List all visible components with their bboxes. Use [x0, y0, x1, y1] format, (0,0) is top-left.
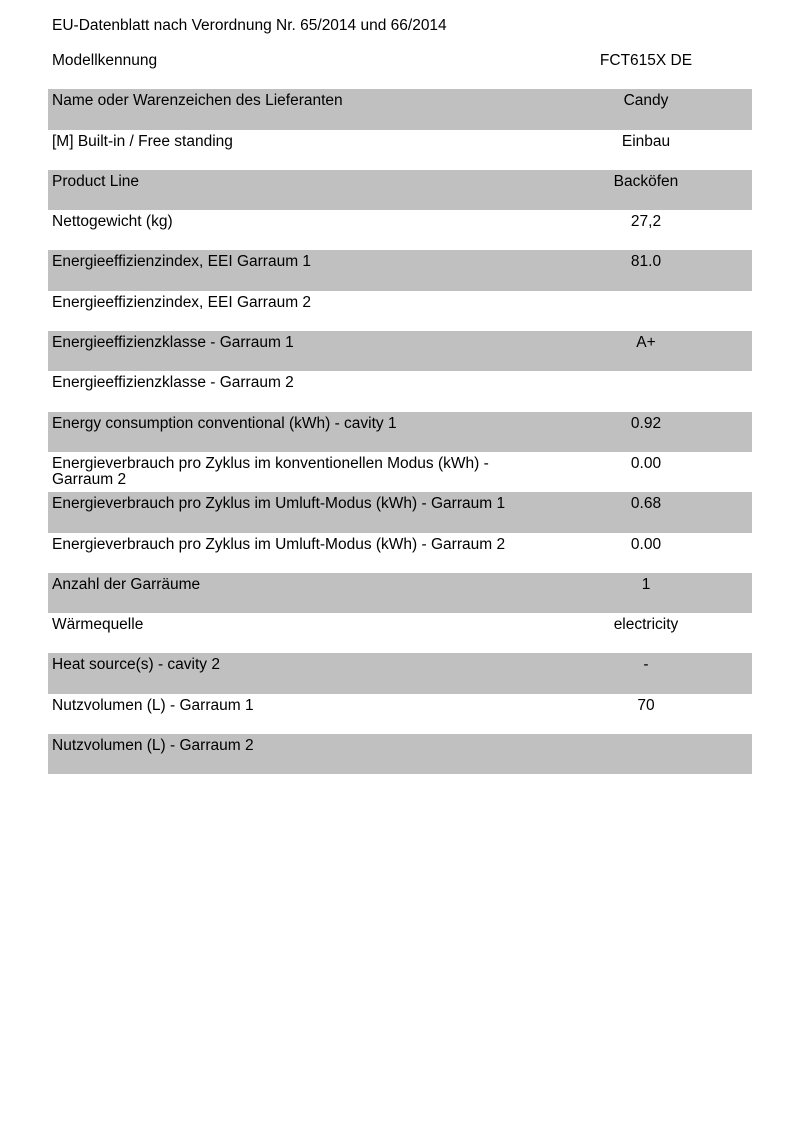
table-row — [48, 452, 752, 492]
row-value: FCT615X DE — [599, 52, 693, 69]
table-row — [48, 210, 752, 250]
table-row — [48, 573, 752, 613]
table-row — [48, 533, 752, 573]
row-label: Energy consumption conventional (kWh) - cavity 1 — [52, 414, 397, 432]
row-value: - — [643, 656, 649, 674]
row-value: 1 — [641, 575, 651, 593]
row-label: Product Line — [52, 172, 140, 190]
table-row — [48, 291, 752, 331]
row-value: Backöfen — [613, 172, 679, 190]
row-value: 0.00 — [630, 454, 662, 472]
table-row — [48, 492, 752, 532]
table-row — [48, 331, 752, 371]
row-label: Heat source(s) - cavity 2 — [52, 656, 220, 674]
row-value: A+ — [636, 334, 656, 352]
row-label: Nutzvolumen (L) - Garraum 1 — [52, 696, 254, 714]
row-label: Energieeffizienzindex, EEI Garraum 2 — [52, 293, 312, 311]
document-title: EU-Datenblatt nach Verordnung Nr. 65/2014 und 66/2014 — [52, 17, 447, 34]
row-label: Nettogewicht (kg) — [52, 213, 173, 231]
row-label: Energieverbrauch pro Zyklus im Umluft-Modus (kWh) - Garraum 2 — [52, 535, 506, 553]
row-label: Name oder Warenzeichen des Lieferanten — [52, 92, 343, 110]
row-value: 27,2 — [630, 213, 662, 231]
row-value: electricity — [613, 616, 679, 634]
table-row — [48, 412, 752, 452]
table-row — [48, 694, 752, 734]
row-label: Energieverbrauch pro Zyklus im konventionellen Modus (kWh) - Garraum 2 — [52, 454, 489, 488]
row-label: Energieeffizienzindex, EEI Garraum 1 — [52, 253, 312, 271]
row-label: Wärmequelle — [52, 616, 144, 634]
row-value: 0.68 — [630, 495, 662, 513]
row-value: Einbau — [621, 132, 671, 150]
table-row — [48, 89, 752, 129]
row-value: Candy — [623, 92, 669, 110]
datasheet-table — [48, 49, 752, 774]
table-row — [48, 130, 752, 170]
table-row — [48, 613, 752, 653]
table-row — [48, 371, 752, 411]
table-row — [48, 49, 752, 89]
row-label: Modellkennung — [52, 52, 158, 69]
row-value: 70 — [637, 696, 655, 714]
row-label: Nutzvolumen (L) - Garraum 2 — [52, 737, 254, 755]
row-label: Energieverbrauch pro Zyklus im Umluft-Modus (kWh) - Garraum 1 — [52, 495, 506, 513]
row-label: Anzahl der Garräume — [52, 575, 201, 593]
row-value: 0.92 — [630, 414, 662, 432]
row-value: 81.0 — [630, 253, 662, 271]
row-value: 0.00 — [630, 535, 662, 553]
table-row — [48, 734, 752, 774]
row-label: Energieeffizienzklasse - Garraum 2 — [52, 374, 294, 392]
row-label: [M] Built-in / Free standing — [52, 132, 233, 150]
table-row — [48, 250, 752, 290]
row-label: Energieeffizienzklasse - Garraum 1 — [52, 334, 294, 352]
table-row — [48, 653, 752, 693]
table-row — [48, 170, 752, 210]
